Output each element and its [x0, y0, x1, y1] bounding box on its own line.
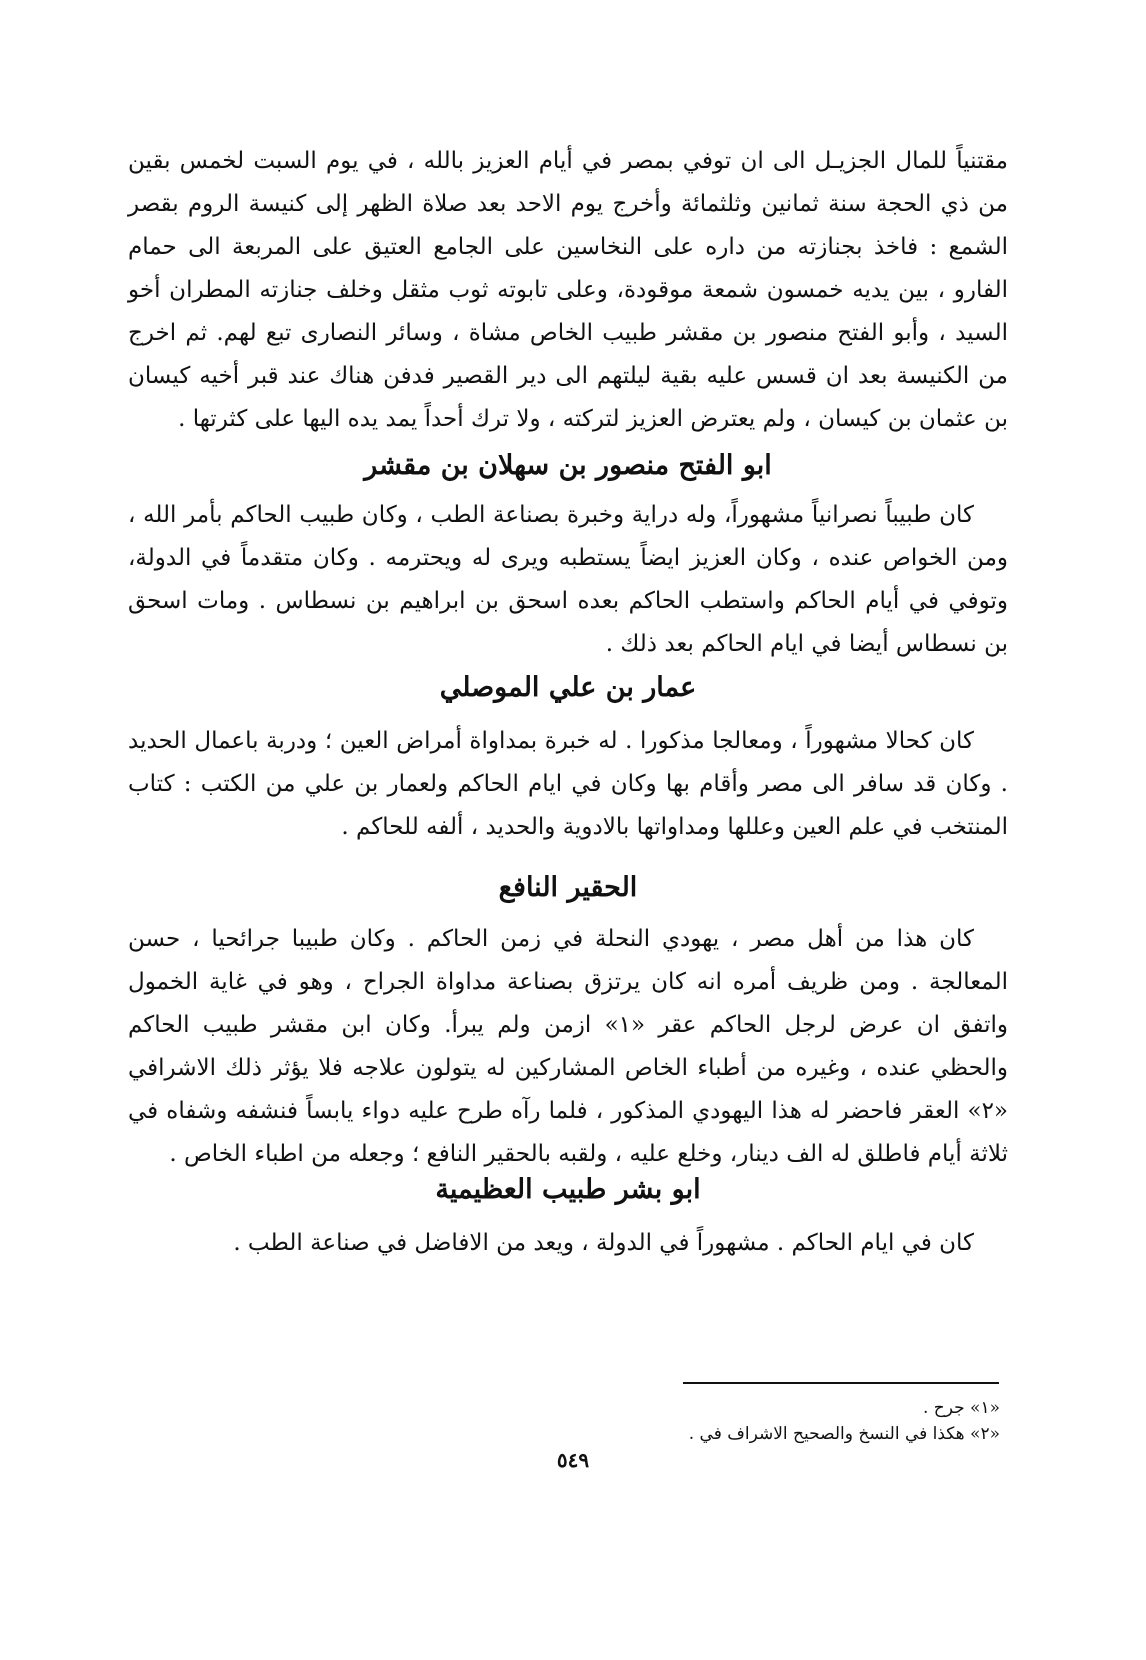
footnote-2: «٢» هكذا في النسخ والصحيح الاشراف في . — [688, 1424, 1000, 1444]
section-heading-al-haqir: الحقير النافع — [498, 872, 638, 903]
continued-paragraph: مقتنياً للمال الجزيـل الى ان توفي بمصر في أيام العزيز بالله ، في يوم السبت لخمس بقين من ذي الحجة سنة ثمانين وثلثمائة وأخرج يوم الاحد بعد صلاة الظهر إلى كنيسة الروم بقصر الشمع : فاخذ بجنازته من داره على النخاسين على الجامع العتيق على المربعة الى حمام الفارو ، بين يديه خمسون شمعة موقودة، وعلى تابوته ثوب مثقل وخلف جنازته المطران أخو السيد ، وأبو الفتح منصور بن مقشر طبيب الخاص مشاة ، وسائر النصارى تبع لهم. ثم اخرج من الكنيسة بعد ان قسس عليه بقية ليلتهم الى دير القصير فدفن هناك عند قبر أخيه كيسان بن عثمان بن كيسان ، ولم يعترض العزيز لتركته ، ولا ترك أحداً يمد يده اليها على كثرتها . — [128, 148, 1008, 432]
footnote-1: «١» جرح . — [922, 1398, 1000, 1418]
section-heading-abu-al-fath: ابو الفتح منصور بن سهلان بن مقشر — [364, 450, 772, 481]
section-text-ammar: كان كحالا مشهوراً ، ومعالجا مذكورا . له خبرة بمداواة أمراض العين ؛ ودربة باعمال الحديد . وكان قد سافر الى مصر وأقام بها وكان في ايام الحاكم ولعمار بن علي من الكتب : كتاب المنتخب في علم العين وعللها ومداواتها بالادوية والحديد ، ألفه للحاكم . — [128, 728, 1008, 840]
section-text-abu-al-fath: كان طبيباً نصرانياً مشهوراً، وله دراية وخبرة بصناعة الطب ، وكان طبيب الحاكم بأمر الله ، ومن الخواص عنده ، وكان العزيز ايضاً يستطبه ويرى له ويحترمه . وكان متقدماً في الدولة، وتوفي في أيام الحاكم واستطب الحاكم بعده اسحق بن ابراهيم بن نسطاس . ومات اسحق بن نسطاس أيضا في ايام الحاكم بعد ذلك . — [128, 502, 1008, 657]
section-heading-abu-bishr: ابو بشر طبيب العظيمية — [435, 1174, 701, 1205]
section-text-al-haqir: كان هذا من أهل مصر ، يهودي النحلة في زمن الحاكم . وكان طبيبا جرائحيا ، حسن المعالجة . ومن ظريف أمره انه كان يرتزق بصناعة مداواة الجراح ، وهو في غاية الخمول واتفق ان عرض لرجل الحاكم عقر «١» ازمن ولم يبرأ. وكان ابن مقشر طبيب الحاكم والحظي عنده ، وغيره من أطباء الخاص المشاركين له يتولون علاجه فلا يؤثر ذلك الاشرافي «٢» العقر فاحضر له هذا اليهودي المذكور ، فلما رآه طرح عليه دواء يابساً فنشفه وشفاه في ثلاثة أيام فاطلق له الف دينار، وخلع عليه ، ولقبه بالحقير النافع ؛ وجعله من اطباء الخاص . — [128, 926, 1008, 1167]
section-heading-ammar: عمار بن علي الموصلي — [439, 672, 697, 703]
section-text-abu-bishr: كان في ايام الحاكم . مشهوراً في الدولة ، ويعد من الافاضل في صناعة الطب . — [233, 1230, 974, 1256]
footnote-separator — [683, 1382, 999, 1384]
page-number: ٥٤٩ — [556, 1448, 590, 1472]
